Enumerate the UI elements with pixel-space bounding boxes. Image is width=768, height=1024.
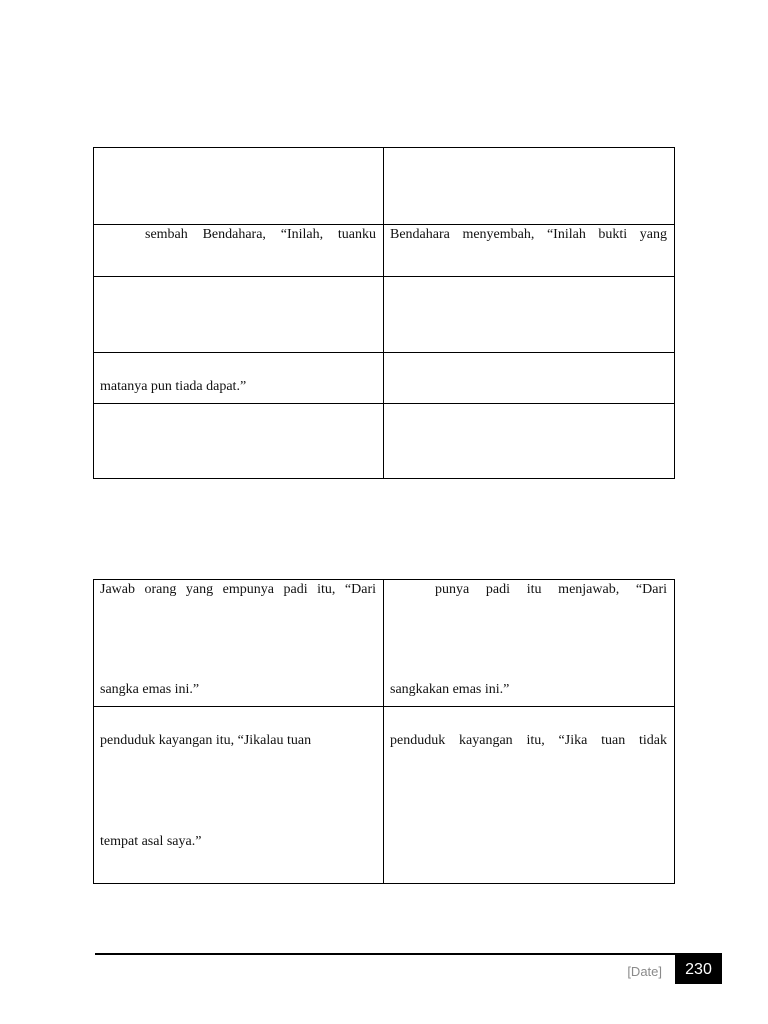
- table-cell: [94, 353, 384, 403]
- table-row: [94, 352, 674, 403]
- table-cell: [94, 148, 384, 224]
- footer-divider: [95, 953, 722, 955]
- cell-text: tempat asal saya.”: [100, 834, 202, 849]
- table-row: [94, 580, 674, 706]
- cell-text: Bendahara menyembah, “Inilah bukti yang: [390, 227, 667, 242]
- table-cell: [94, 707, 384, 883]
- table-row: [94, 148, 674, 224]
- table-row: [94, 224, 674, 276]
- cell-text: Jawab orang yang empunya padi itu, “Dari: [100, 582, 376, 597]
- cell-text: punya padi itu menjawab, “Dari: [435, 582, 667, 597]
- table-cell: [94, 277, 384, 352]
- cell-text: penduduk kayangan itu, “Jikalau tuan: [100, 733, 312, 748]
- table-cell: [384, 277, 674, 352]
- page-number: 230: [675, 955, 722, 984]
- table-row: [94, 403, 674, 478]
- table-cell: [384, 225, 674, 276]
- table-cell: [384, 580, 674, 706]
- table-cell: [384, 148, 674, 224]
- table-cell: [94, 404, 384, 478]
- footer-date: [Date]: [627, 964, 662, 979]
- cell-text: matanya pun tiada dapat.”: [100, 379, 247, 394]
- table-cell: [94, 225, 384, 276]
- comparison-table-1: [93, 147, 675, 479]
- table-cell: [94, 580, 384, 706]
- cell-text: sangkakan emas ini.”: [390, 682, 510, 697]
- table-cell: [384, 707, 674, 883]
- cell-text: penduduk kayangan itu, “Jika tuan tidak: [390, 733, 667, 748]
- table-row: [94, 706, 674, 883]
- table-cell: [384, 353, 674, 403]
- cell-text: sembah Bendahara, “Inilah, tuanku: [145, 227, 376, 242]
- cell-text: sangka emas ini.”: [100, 682, 200, 697]
- comparison-table-2: [93, 579, 675, 884]
- table-cell: [384, 404, 674, 478]
- table-row: [94, 276, 674, 352]
